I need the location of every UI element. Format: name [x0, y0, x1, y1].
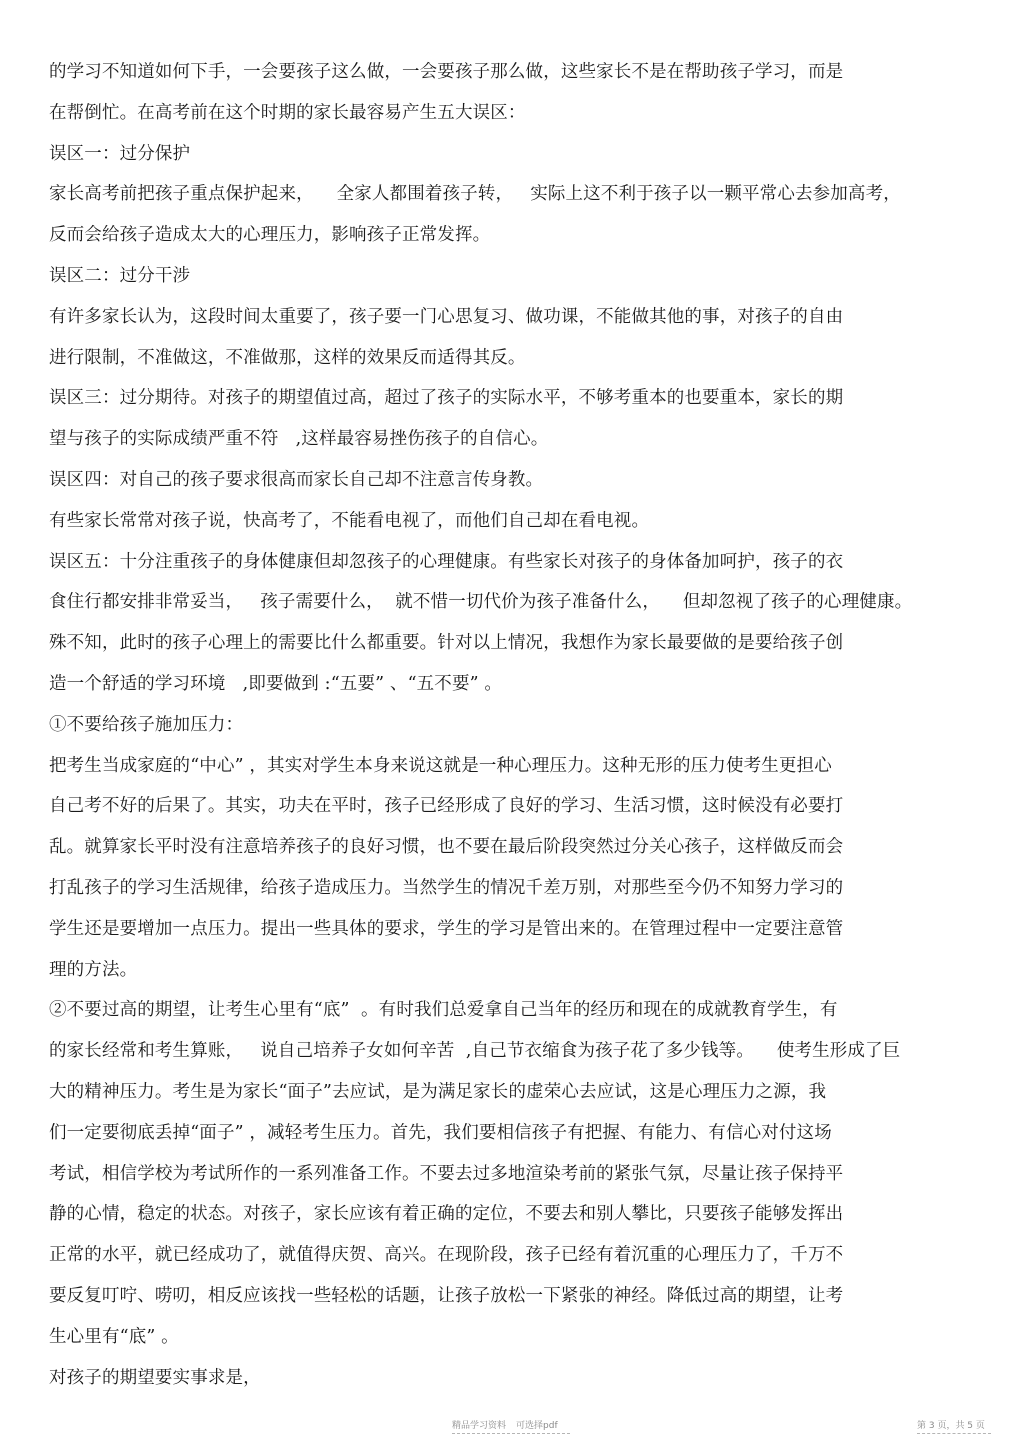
text-line: 学生还是要增加一点压力。提出一些具体的要求，学生的学习是管出来的。在管理过程中一定要注意管	[49, 918, 844, 939]
section-heading: 误区二：过分干涉	[49, 265, 191, 286]
text-line: 们一定要彻底丢掉“面子” ，减轻考生压力。首先，我们要相信孩子有把握、有能力、有信心对付这场	[49, 1122, 832, 1143]
text-line: 要反复叮咛、唠叨，相反应该找一些轻松的话题，让孩子放松一下紧张的神经。降低过高的期望，让考	[49, 1285, 844, 1306]
text-line: 有许多家长认为，这段时间太重要了，孩子要一门心思复习、做功课，不能做其他的事，对孩子的自由	[49, 306, 844, 327]
text-line: 乱。就算家长平时没有注意培养孩子的良好习惯，也不要在最后阶段突然过分关心孩子，这样做反而会	[49, 837, 844, 858]
text-line: 在帮倒忙。在高考前在这个时期的家长最容易产生五大误区：	[49, 102, 526, 123]
text-line: 自己考不好的后果了。其实，功夫在平时，孩子已经形成了良好的学习、生活习惯，这时候没有必要打	[49, 796, 844, 817]
text-line: 理的方法。	[49, 959, 138, 980]
text-line: ②不要过高的期望，让考生心里有“底” 。有时我们总爱拿自己当年的经历和现在的成就教育学生，有	[49, 1000, 838, 1021]
footer-divider	[452, 1433, 570, 1434]
text-line: 望与孩子的实际成绩严重不符 ,这样最容易挫伤孩子的自信心。	[49, 429, 549, 450]
footer-page-number	[917, 1418, 991, 1434]
text-line: 误区五：十分注重孩子的身体健康但却忽孩子的心理健康。有些家长对孩子的身体备加呵护，孩子的衣	[49, 551, 844, 572]
text-line: 误区四：对自己的孩子要求很高而家长自己却不注意言传身教。	[49, 469, 544, 490]
section-heading: 误区一：过分保护	[49, 143, 191, 164]
text-line: 造一个舒适的学习环境 ,即要做到 :“五要” 、“五不要” 。	[49, 673, 503, 694]
footer-divider	[917, 1433, 991, 1434]
text-line: 的家长经常和考生算账， 说自己培养子女如何辛苦 ,自己节衣缩食为孩子花了多少钱等。 使考生形成了巨	[49, 1041, 901, 1062]
text-line: 有些家长常常对孩子说，快高考了，不能看电视了，而他们自己却在看电视。	[49, 510, 650, 531]
footer-label-2: 可选择pdf	[516, 1421, 558, 1431]
text-line: 食住行都安排非常妥当， 孩子需要什么， 就不惜一切代价为孩子准备什么， 但却忽视了孩子的心理健康。	[49, 592, 913, 613]
text-line: 误区三：过分期待。对孩子的期望值过高，超过了孩子的实际水平，不够考重本的也要重本，家长的期	[49, 388, 844, 409]
text-line: 考试，相信学校为考试所作的一系列准备工作。不要去过多地渲染考前的紧张气氛，尽量让孩子保持平	[49, 1163, 844, 1184]
document-body	[49, 52, 979, 1398]
text-line: 生心里有“底” 。	[49, 1326, 179, 1347]
text-line: 进行限制，不准做这，不准做那，这样的效果反而适得其反。	[49, 347, 526, 368]
text-line: 家长高考前把孩子重点保护起来， 全家人都围着孩子转， 实际上这不利于孩子以一颗平常心去参加高考，	[49, 184, 901, 205]
text-line: 大的精神压力。考生是为家长“面子”去应试，是为满足家长的虚荣心去应试，这是心理压力之源，我	[49, 1081, 827, 1102]
text-line: 的学习不知道如何下手，一会要孩子这么做，一会要孩子那么做，这些家长不是在帮助孩子学习，而是	[49, 62, 844, 82]
section-heading: ①不要给孩子施加压力：	[49, 714, 244, 735]
text-line: 打乱孩子的学习生活规律，给孩子造成压力。当然学生的情况千差万别，对那些至今仍不知努力学习的	[49, 877, 844, 898]
footer-watermark	[452, 1418, 570, 1434]
text-line: 殊不知，此时的孩子心理上的需要比什么都重要。针对以上情况，我想作为家长最要做的是要给孩子创	[49, 633, 844, 654]
page-footer	[0, 1418, 1024, 1438]
text-line: 对孩子的期望要实事求是，	[49, 1367, 261, 1388]
text-line: 静的心情，稳定的状态。对孩子，家长应该有着正确的定位，不要去和别人攀比，只要孩子能够发挥出	[49, 1204, 844, 1225]
text-line: 正常的水平，就已经成功了，就值得庆贺、高兴。在现阶段，孩子已经有着沉重的心理压力了，千万不	[49, 1245, 844, 1266]
text-line: 把考生当成家庭的“中心” ，其实对学生本身来说这就是一种心理压力。这种无形的压力使考生更担心	[49, 755, 832, 776]
text-line: 反而会给孩子造成太大的心理压力，影响孩子正常发挥。	[49, 225, 491, 246]
page-number-label: 第 3 页，共 5 页	[917, 1421, 985, 1431]
footer-label-1: 精品学习资料	[452, 1421, 507, 1431]
